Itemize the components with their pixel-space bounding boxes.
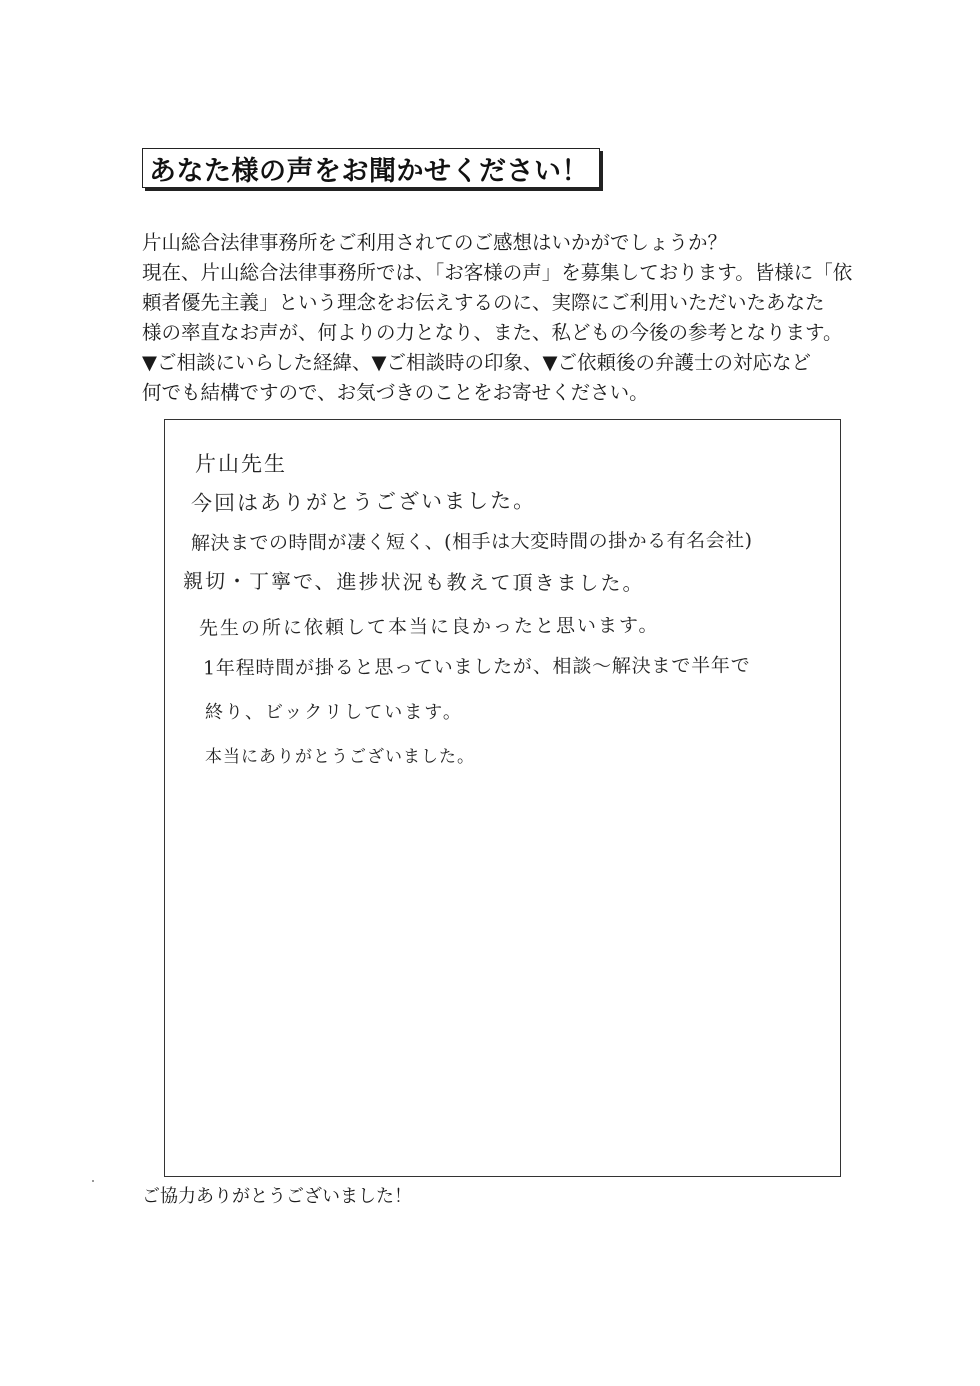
page-title: あなた様の声をお聞かせください！ [149,155,589,187]
comment-box [164,419,841,1177]
handwritten-line: 本当にありがとうございました。 [205,747,475,767]
page-title-box [142,148,600,188]
intro-line: 頼者優先主義」という理念をお伝えするのに、実際にご利用いただいたあなた [142,291,825,314]
handwritten-line: 今回はありがとうございました。 [190,488,537,516]
handwritten-line: 親切・丁寧で、進捗状況も教えて頂きました。 [182,568,645,596]
handwritten-line: 先生の所に依頼して本当に良かったと思います。 [198,614,660,640]
handwritten-line: 終り、ビックリしています。 [205,702,463,723]
scan-speck [92,1180,94,1182]
intro-line: 現在、片山総合法律事務所では、「お客様の声」を募集しております。皆様に「依 [142,261,853,284]
footer-thanks: ご協力ありがとうございました！ [142,1186,412,1207]
handwritten-salutation: 片山先生 [195,452,287,476]
intro-line: 片山総合法律事務所をご利用されてのご感想はいかがでしょうか？ [142,231,728,254]
intro-line: 何でも結構ですので、お気づきのことをお寄せください。 [142,381,649,404]
intro-line: ▼ご相談にいらした経緯、▼ご相談時の印象、▼ご依頼後の弁護士の対応など [142,351,811,374]
handwritten-line: 解決までの時間が凄く短く、(相手は大変時間の掛かる有名会社) [190,529,753,555]
intro-paragraph [142,228,852,408]
intro-line: 様の率直なお声が、何よりの力となり、また、私どもの今後の参考となります。 [142,321,843,344]
handwritten-line: 1年程時間が掛ると思っていましたが、相談〜解決まで半年で [202,654,751,680]
